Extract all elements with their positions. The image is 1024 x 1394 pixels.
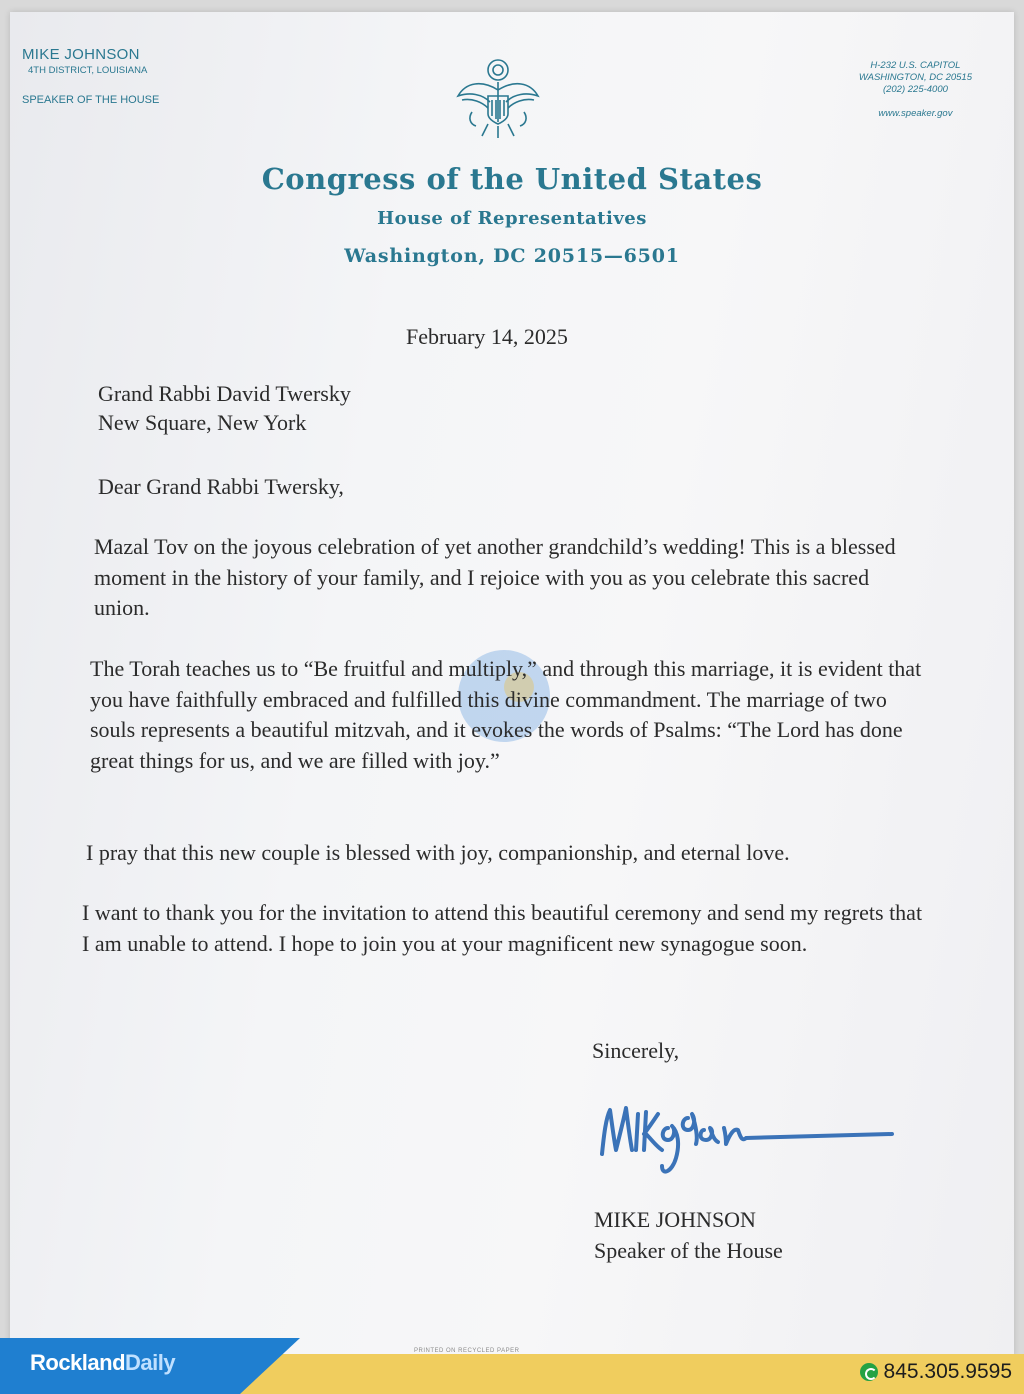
- letter-page: [10, 12, 1014, 1357]
- heading-address: Washington, DC 20515—6501: [344, 245, 680, 267]
- recipient-location: New Square, New York: [98, 410, 307, 435]
- letterhead-address-line1: H-232 U.S. CAPITOL: [870, 60, 961, 71]
- paragraph-3: I pray that this new couple is blessed with joy, companionship, and eternal love.: [86, 840, 790, 865]
- closing: Sincerely,: [592, 1038, 680, 1063]
- letterhead-website: www.speaker.gov: [878, 108, 953, 119]
- recipient-name: Grand Rabbi David Twersky: [98, 381, 351, 406]
- paragraph-2: The Torah teaches us to “Be fruitful and multiply,” and through this marriage, it is evident that you have faithfully embraced and fulfilled this divine commandment. The marriage of two souls represents a beautiful mitzvah, and it evokes the words of Psalms: “The Lord has done great things for us, and we are filled with joy.”: [90, 656, 922, 773]
- signer-title: Speaker of the House: [594, 1238, 783, 1263]
- letterhead-right: [859, 60, 972, 120]
- signer-name: MIKE JOHNSON: [594, 1207, 756, 1232]
- recycled-paper-note: PRINTED ON RECYCLED PAPER: [414, 1348, 520, 1354]
- brand-logo-part1: Rockland: [30, 1350, 126, 1375]
- letterhead-left: [22, 46, 159, 106]
- letterhead-phone: (202) 225-4000: [882, 84, 948, 95]
- recipient-block: [98, 379, 351, 437]
- salutation: Dear Grand Rabbi Twersky,: [98, 474, 344, 499]
- brand-logo[interactable]: [30, 1350, 175, 1376]
- paragraph-1: Mazal Tov on the joyous celebration of yet another grandchild’s wedding! This is a blessed moment in the history of your family, and I rejoice with you as you celebrate this sacred union.: [94, 534, 896, 620]
- footer-phone[interactable]: [860, 1360, 1012, 1384]
- letterhead-title: SPEAKER OF THE HOUSE: [22, 94, 160, 106]
- paragraph-4: I want to thank you for the invitation to attend this beautiful ceremony and send my regrets that I am unable to attend. I hope to join you at your magnificent new synagogue soon.: [82, 900, 923, 956]
- letter-date: February 14, 2025: [406, 324, 568, 349]
- brand-logo-part2: Daily: [125, 1350, 176, 1375]
- letterhead-name: MIKE JOHNSON: [22, 46, 140, 63]
- footer-phone-number: 845.305.9595: [883, 1360, 1012, 1383]
- heading-house: House of Representatives: [377, 208, 647, 229]
- letterhead-district: 4TH DISTRICT, LOUISIANA: [28, 65, 148, 76]
- whatsapp-icon: [860, 1363, 878, 1381]
- signature-icon: [592, 1084, 902, 1184]
- heading-congress: Congress of the United States: [261, 162, 763, 196]
- congressional-seal-icon: [452, 52, 544, 144]
- letterhead-address-line2: WASHINGTON, DC 20515: [858, 72, 972, 83]
- signer-block: [594, 1204, 783, 1266]
